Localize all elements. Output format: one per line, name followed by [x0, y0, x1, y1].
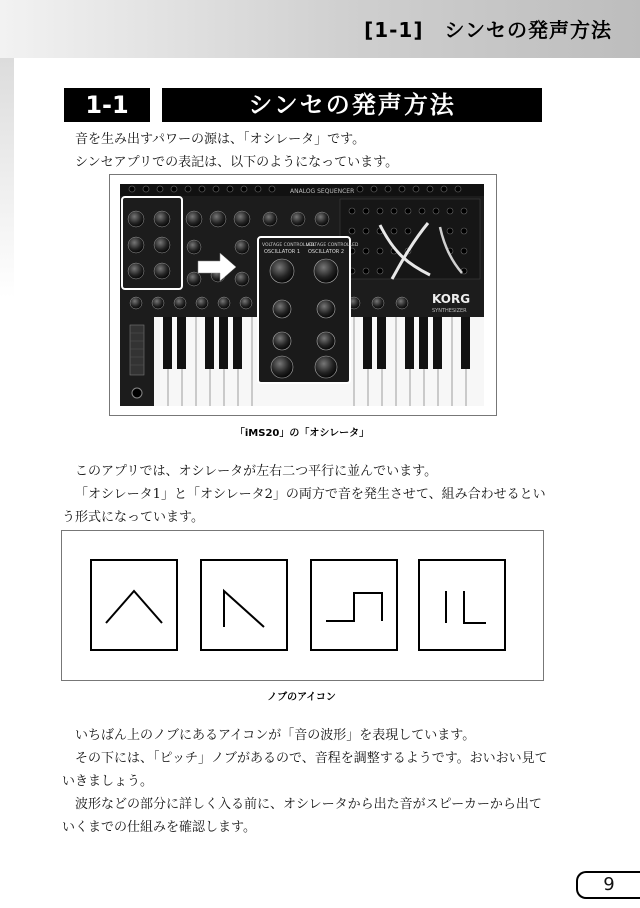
- triangle-wave-icon: [90, 559, 178, 651]
- figure1-caption: 「iMS20」の「オシレータ」: [234, 428, 370, 439]
- body1-line-2: 「オシレータ1」と「オシレータ2」の両方で音を発生させて、組み合わせるという形式になっています。: [62, 487, 546, 525]
- korg-logo-text: KORG: [432, 292, 471, 306]
- intro-line-2: シンセアプリでの表記は、以下のようになっています。: [75, 155, 399, 170]
- figure2-caption: ノブのアイコン: [267, 692, 336, 703]
- sequencer-label: ANALOG SEQUENCER: [290, 188, 355, 195]
- intro-paragraph: [62, 128, 552, 174]
- synth-screenshot-figure: [109, 174, 497, 416]
- sawtooth-wave-icon: [200, 559, 288, 651]
- body-paragraph-2: [62, 724, 552, 839]
- body2-line-1: いちばん上のノブにあるアイコンが「音の波形」を表現しています。: [75, 728, 476, 743]
- section-number: 1-1: [64, 88, 150, 122]
- side-shade: [0, 58, 14, 298]
- osc1-label: OSCILLATOR 1: [264, 249, 301, 255]
- section-title: シンセの発声方法: [162, 88, 542, 122]
- square-wave-icon: [310, 559, 398, 651]
- osc2-label: OSCILLATOR 2: [308, 249, 345, 255]
- running-header-title: [1-1] シンセの発声方法: [364, 18, 612, 42]
- pulse-wave-icon: [418, 559, 506, 651]
- body-paragraph-1: [62, 460, 552, 529]
- synth-panel-illustration: [110, 175, 496, 415]
- vco-header-1: VOLTAGE CONTROLLED: [262, 243, 315, 248]
- running-header: [0, 0, 640, 58]
- waveform-icons-figure: [61, 530, 544, 681]
- vco-header-2: VOLTAGE CONTROLLED: [306, 243, 359, 248]
- body2-line-3: 波形などの部分に詳しく入る前に、オシレータから出た音がスピーカーから出ていくまでの仕組みを確認します。: [62, 797, 542, 835]
- intro-line-1: 音を生み出すパワーの源は、「オシレータ」です。: [75, 132, 366, 147]
- page-number: 9: [576, 871, 640, 899]
- korg-sub-text: SYNTHESIZER: [432, 308, 467, 314]
- body2-line-2: その下には、「ピッチ」ノブがあるので、音程を調整するようです。おいおい見ていきましょう。: [62, 751, 548, 789]
- body1-line-1: このアプリでは、オシレータが左右二つ平行に並んでいます。: [75, 464, 438, 479]
